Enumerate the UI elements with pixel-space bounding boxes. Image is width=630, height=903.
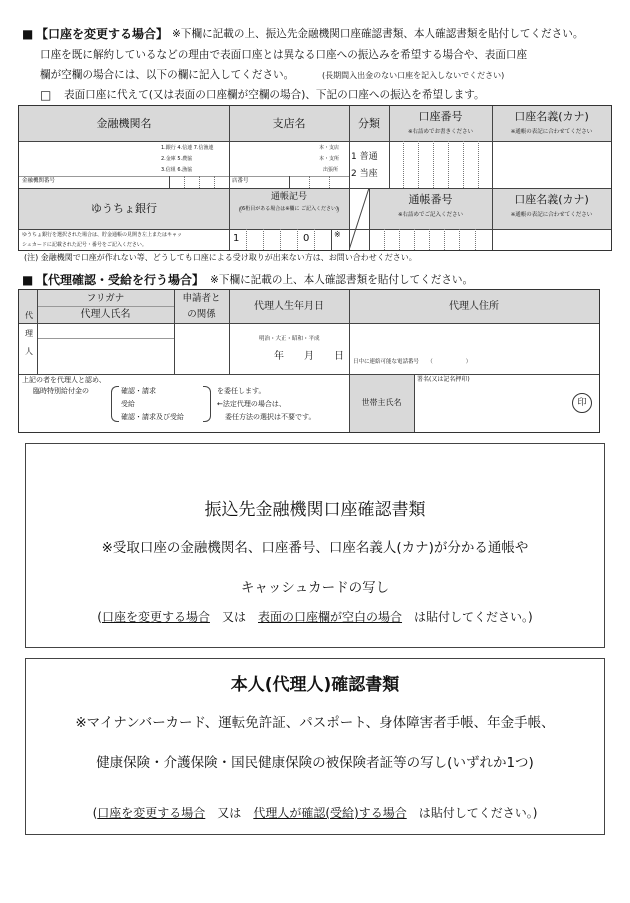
bank-types-3: 3.信組 6.漁協 (161, 167, 193, 173)
bank-account-table (18, 105, 612, 251)
bank-types-2: 2.金庫 5.農協 (161, 156, 193, 162)
col-kana-note: ※通帳の表記に合わせてください (510, 129, 593, 135)
class-current[interactable]: 2 当座 (351, 169, 378, 179)
yucho-bank-name: ゆうちょ銀行 (91, 202, 157, 215)
col-relation-1: 申請者と (182, 293, 221, 304)
id-document-line1: ※マイナンバーカード、運転免許証、パスポート、身体障害者手帳、年金手帳、 (75, 715, 555, 731)
yucho-instruction-2: シュカードに記載された記号・番号をご記入ください。 (22, 242, 147, 248)
col-account-note: ※右詰めでお書きください (407, 129, 474, 135)
section2-mark: ■ (22, 273, 34, 287)
class-ordinary[interactable]: 1 普通 (351, 152, 378, 162)
household-head-label: 世帯主氏名 (361, 398, 402, 407)
change-account-text: 表面口座に代えて(又は表面の口座欄が空欄の場合)、下記の口座への振込を希望します。 (64, 89, 485, 101)
section2-title: 【代理確認・受給を行う場合】 (36, 273, 205, 287)
signature-label: 署名(又は記名押印) (417, 376, 470, 383)
yucho-kana-header: 口座名義(カナ) (514, 193, 589, 206)
bank-code-label: 金融機関番号 (22, 178, 56, 184)
delegation-line-2: 臨時特別給付金の (33, 387, 89, 395)
section1-title: 【口座を変更する場合】 (36, 27, 169, 41)
option-receive[interactable]: 受給 (121, 400, 135, 408)
col-bank-name: 金融機関名 (96, 117, 152, 130)
section2-intro: ※下欄に記載の上、本人確認書類を貼付してください。 (210, 274, 474, 286)
branch-code-label: 店番号 (232, 178, 249, 184)
footnote: (注) 金融機関で口座が作れない等、どうしても口座による受け取りが出来ない方は、お問い合わせください。 (24, 253, 417, 262)
col-furigana: フリガナ (86, 293, 125, 304)
agent-side-2: 理 (25, 329, 33, 338)
section1-line2: 口座を既に解約しているなどの理由で表面口座とは異なる口座への振込みを希望する場合や、表面口座 (40, 49, 528, 61)
bank-document-title: 振込先金融機関口座確認書類 (204, 500, 426, 520)
delegation-line-4: ←法定代理の場合は、 (217, 400, 286, 408)
bank-document-condition: (口座を変更する場合 又は 表面の口座欄が空白の場合 は貼付してください。) (97, 610, 533, 624)
delegation-line-1: 上記の者を代理人と認め、 (22, 376, 106, 384)
section1-intro: ※下欄に記載の上、振込先金融機関口座確認書類、本人確認書類を貼付してください。 (172, 28, 584, 40)
col-agent-address: 代理人住所 (449, 301, 499, 312)
id-document-line2: 健康保険・介護保険・国民健康保険の被保険者証等の写し(いずれか1つ) (96, 755, 534, 771)
yucho-number-header: 通帳番号 (408, 193, 453, 206)
agent-side-1: 代 (25, 311, 33, 320)
section1-mark: ■ (22, 27, 34, 41)
yucho-instruction-1: ゆうちょ銀行を選択された場合は、貯金通帳の見開き左上またはキャッ (22, 232, 183, 238)
col-agent-birth: 代理人生年月日 (254, 301, 324, 312)
agent-table (18, 289, 600, 433)
agent-side-3: 人 (25, 347, 33, 356)
col-type: 分類 (358, 117, 380, 130)
yucho-mark-note: (6桁目がある場合は※欄に ご記入ください) (240, 206, 338, 212)
col-branch: 支店名 (272, 117, 306, 130)
delegation-line-5: 委任方法の選択は不要です。 (225, 413, 316, 421)
delegation-line-3: を委任します。 (217, 387, 266, 395)
seal-mark[interactable]: 印 (572, 393, 592, 413)
bank-document-line1: ※受取口座の金融機関名、口座番号、口座名義人(カナ)が分かる通帳や (101, 540, 529, 556)
yucho-asterisk: ※ (334, 230, 341, 239)
option-confirm-request[interactable]: 確認・請求 (121, 387, 156, 395)
birth-date-ymd[interactable]: 年 月 日 (274, 351, 344, 362)
id-document-condition: (口座を変更する場合 又は 代理人が確認(受給)する場合 は貼付してください。) (92, 806, 538, 820)
change-account-checkbox[interactable]: □ (40, 88, 52, 102)
col-agent-name: 代理人氏名 (80, 309, 131, 320)
yucho-kana-note: ※通帳の表記に合わせてください (510, 212, 593, 218)
yucho-number-note: ※右詰めでご記入ください (397, 212, 464, 218)
yucho-mark-digit-1: 1 (233, 233, 240, 244)
yucho-mark-header: 通帳記号 (270, 192, 307, 202)
bank-document-line2: キャッシュカードの写し (240, 580, 390, 596)
branch-type-3: 出張所 (323, 167, 339, 173)
era-options: 明治・大正・昭和・平成 (259, 336, 320, 342)
branch-type-1: 本・支店 (319, 145, 340, 151)
branch-type-2: 本・支所 (319, 156, 340, 162)
bank-document-paste-area[interactable] (25, 443, 605, 648)
col-account-kana: 口座名義(カナ) (514, 110, 589, 123)
bank-types-1: 1.銀行 4.信連 7.信漁連 (161, 145, 214, 151)
col-account-number: 口座番号 (418, 110, 463, 123)
daytime-phone[interactable]: 日中に連絡可能な電話番号 （ ） (353, 359, 472, 365)
slash-divider (349, 188, 369, 250)
yucho-mark-digit-0: 0 (303, 233, 310, 244)
section1-line3-note: (長期間入出金のない口座を記入しないでください) (322, 71, 505, 80)
id-document-title: 本人(代理人)確認書類 (230, 675, 400, 695)
col-relation-2: の関係 (187, 309, 216, 320)
id-document-paste-area[interactable] (25, 658, 605, 835)
section1-line3: 欄が空欄の場合には、以下の欄に記入してください。 (40, 69, 295, 81)
option-both[interactable]: 確認・請求及び受給 (121, 413, 184, 421)
